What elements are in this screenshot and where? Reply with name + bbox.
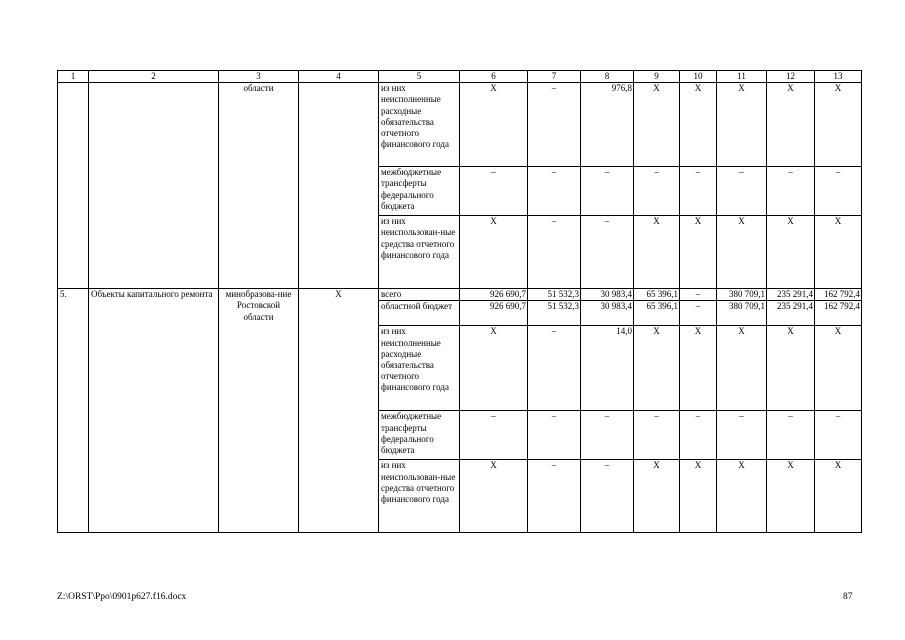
value-cell: 976,8 [581, 83, 634, 167]
value-cell: Х [460, 216, 528, 289]
column-number-row [58, 71, 862, 83]
value-cell: Х [717, 216, 767, 289]
value-cell: Х [680, 216, 717, 289]
value-cell: – [581, 167, 634, 216]
header-cell: 7 [528, 71, 581, 83]
cont-name-cell [89, 83, 219, 289]
table-row [58, 83, 862, 167]
header-cell: 1 [58, 71, 89, 83]
budget-table [57, 70, 862, 533]
value-cell: – [767, 167, 815, 216]
value-cell: – [680, 167, 717, 216]
value-cell: – [528, 326, 581, 411]
value-cell: 235 291,4 [767, 301, 815, 326]
page-number: 87 [843, 592, 853, 602]
value-cell: 380 709,1 [717, 301, 767, 326]
value-cell: Х [717, 83, 767, 167]
value-cell: 235 291,4 [767, 289, 815, 301]
row-description: из них неисполненные расходные обязательства отчетного финансового года [379, 83, 460, 167]
value-cell: 51 532,3 [528, 301, 581, 326]
value-cell: Х [460, 326, 528, 411]
header-cell: 2 [89, 71, 219, 83]
budget-table-wrapper [57, 70, 862, 533]
item-number: 5. [58, 289, 89, 533]
header-cell: 6 [460, 71, 528, 83]
value-cell: Х [634, 460, 680, 533]
value-cell: 162 792,4 [815, 289, 862, 301]
value-cell: Х [767, 83, 815, 167]
row-description: из них неисполненные расходные обязательства отчетного финансового года [379, 326, 460, 411]
value-cell: – [460, 167, 528, 216]
value-cell: – [528, 83, 581, 167]
cont-num-cell [58, 83, 89, 289]
header-cell: 8 [581, 71, 634, 83]
value-cell: – [528, 167, 581, 216]
value-cell: 162 792,4 [815, 301, 862, 326]
value-cell: Х [680, 326, 717, 411]
value-cell: – [680, 301, 717, 326]
header-cell: 3 [219, 71, 299, 83]
value-cell: Х [717, 460, 767, 533]
row-description: межбюджетные трансферты федерального бюджета [379, 167, 460, 216]
value-cell: – [680, 411, 717, 460]
row-description: областной бюджет [379, 301, 460, 326]
item-executor: минобразова-ние Ростовской области [219, 289, 299, 533]
value-cell: – [815, 167, 862, 216]
value-cell: – [634, 167, 680, 216]
value-cell: Х [815, 326, 862, 411]
row-description: всего [379, 289, 460, 301]
value-cell: – [815, 411, 862, 460]
value-cell: – [767, 411, 815, 460]
value-cell: – [717, 167, 767, 216]
value-cell: Х [767, 460, 815, 533]
table-row [58, 289, 862, 301]
value-cell: 65 396,1 [634, 301, 680, 326]
header-cell: 10 [680, 71, 717, 83]
value-cell: Х [767, 216, 815, 289]
value-cell: Х [815, 216, 862, 289]
header-cell: 12 [767, 71, 815, 83]
value-cell: – [528, 216, 581, 289]
header-cell: 13 [815, 71, 862, 83]
value-cell: Х [634, 326, 680, 411]
value-cell: – [528, 460, 581, 533]
value-cell: – [634, 411, 680, 460]
value-cell: 51 532,3 [528, 289, 581, 301]
value-cell: Х [460, 83, 528, 167]
row-description: из них неиспользован-ные средства отчетного финансового года [379, 460, 460, 533]
header-cell: 4 [299, 71, 379, 83]
item-col4: Х [299, 289, 379, 533]
value-cell: – [680, 289, 717, 301]
value-cell: Х [815, 83, 862, 167]
value-cell: Х [815, 460, 862, 533]
header-cell: 9 [634, 71, 680, 83]
value-cell: 65 396,1 [634, 289, 680, 301]
value-cell: – [528, 411, 581, 460]
value-cell: Х [460, 460, 528, 533]
value-cell: Х [680, 460, 717, 533]
value-cell: 30 983,4 [581, 289, 634, 301]
item-name: Объекты капитального ремонта [89, 289, 219, 533]
header-cell: 11 [717, 71, 767, 83]
value-cell: Х [634, 83, 680, 167]
row-description: межбюджетные трансферты федерального бюджета [379, 411, 460, 460]
cont-executor-cell: области [219, 83, 299, 289]
value-cell: Х [680, 83, 717, 167]
value-cell: Х [634, 216, 680, 289]
value-cell: 30 983,4 [581, 301, 634, 326]
value-cell: 14,0 [581, 326, 634, 411]
value-cell: Х [717, 326, 767, 411]
value-cell: – [581, 411, 634, 460]
value-cell: Х [767, 326, 815, 411]
header-cell: 5 [379, 71, 460, 83]
value-cell: – [717, 411, 767, 460]
row-description: из них неиспользован-ные средства отчетного финансового года [379, 216, 460, 289]
value-cell: – [581, 460, 634, 533]
value-cell: 926 690,7 [460, 289, 528, 301]
value-cell: 380 709,1 [717, 289, 767, 301]
footer-file-path: Z:\ORST\Ppo\0901p627.f16.docx [57, 592, 187, 602]
cont-col4-cell [299, 83, 379, 289]
value-cell: – [581, 216, 634, 289]
value-cell: – [460, 411, 528, 460]
value-cell: 926 690,7 [460, 301, 528, 326]
